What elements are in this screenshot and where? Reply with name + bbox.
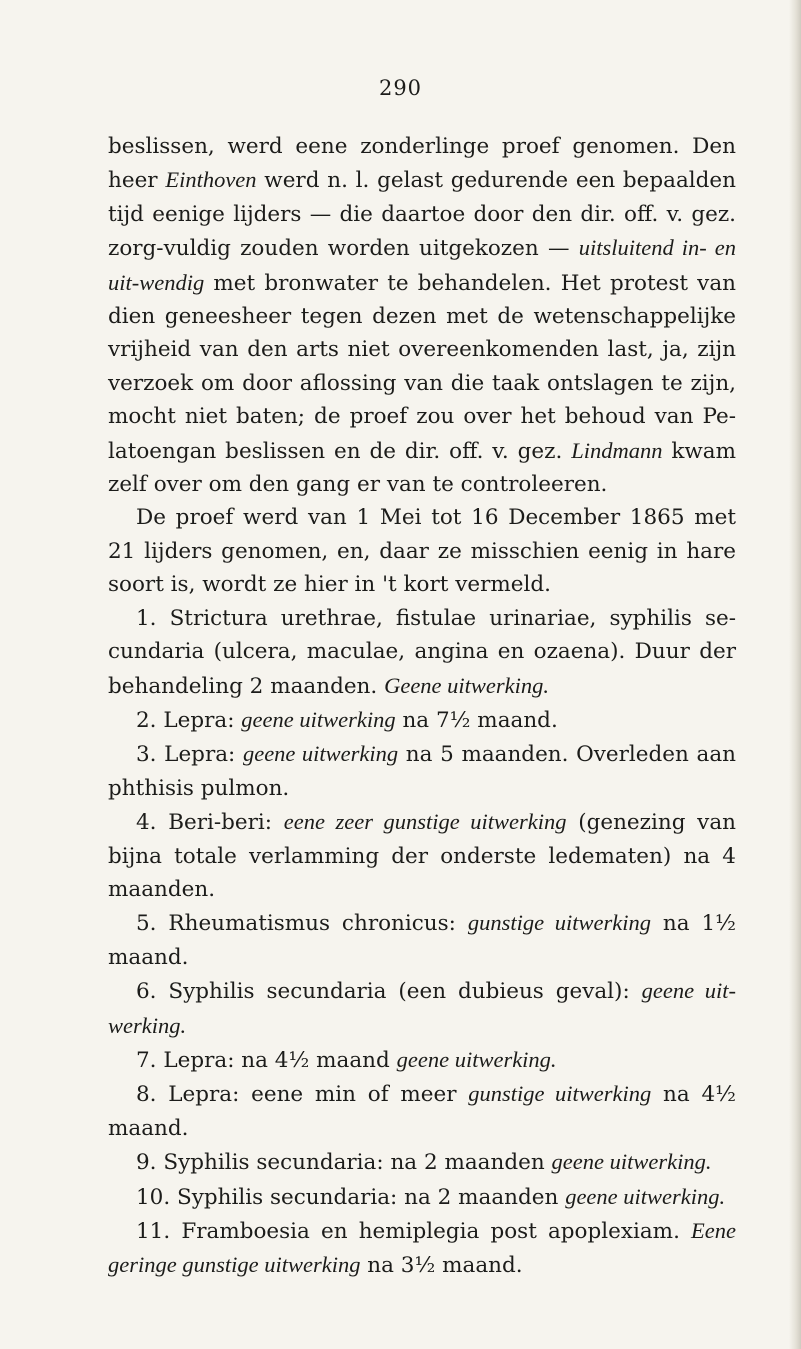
italic-text: gunstige uitwerking xyxy=(467,910,651,936)
paragraph xyxy=(108,501,736,601)
list-item xyxy=(108,1214,736,1283)
text-run: 2. Lepra: xyxy=(136,707,242,733)
italic-text: geene uit-werking. xyxy=(108,978,736,1038)
list-item xyxy=(108,602,736,703)
list-item xyxy=(108,1043,736,1077)
page-number: 290 xyxy=(378,76,423,100)
italic-text: eene zeer gunstige uitwerking xyxy=(283,809,567,835)
text-run: met bronwater te behandelen. Het protest van dien geneesheer tegen dezen met de wetenschappelijke vrijheid van den arts niet overeenkomenden last, ja, zijn verzoek om door aflossing van die taak ontslagen te zijn, mocht niet baten; de proef zou over het behoud van Pe-latoengan beslissen en de dir. off. v. gez. xyxy=(108,270,736,464)
italic-text: geene uitwerking. xyxy=(396,1046,557,1072)
list-item xyxy=(108,703,736,737)
text-run: na 4½ maand. xyxy=(108,1082,736,1141)
text-run: werd n. l. gelast gedurende een bepaalden tijd eenige lijders — die daartoe door den dir. off. v. gez. zorg-vuldig zouden worden uitgekozen — xyxy=(108,168,737,262)
italic-text: gunstige uitwerking xyxy=(468,1081,652,1107)
text-run: 8. Lepra: eene min of meer xyxy=(136,1082,469,1108)
list-item xyxy=(108,1077,736,1145)
italic-text: uitsluitend in- en uit-wendig xyxy=(108,235,736,295)
italic-text: Eene geringe gunstige uitwerking xyxy=(108,1218,736,1278)
text-run: 10. Syphilis secundaria: na 2 maanden xyxy=(136,1184,566,1210)
body-text xyxy=(108,130,736,1283)
list-item xyxy=(108,737,736,805)
italic-text: Lindmann xyxy=(571,437,663,463)
italic-text: Einthoven xyxy=(165,167,257,193)
text-run: 4. Beri-beri: xyxy=(136,810,284,836)
list-item xyxy=(108,1180,736,1214)
list-item xyxy=(108,805,736,906)
text-run: kwam zelf over om den gang er van te controleeren. xyxy=(108,438,736,498)
italic-text: geene uitwerking. xyxy=(565,1183,726,1209)
text-run: 3. Lepra: xyxy=(136,742,243,768)
text-run: (genezing van bijna totale verlamming der onderste ledematen) na 4 maanden. xyxy=(108,810,736,902)
text-run: na 7½ maand. xyxy=(395,707,558,733)
text-run: 11. Framboesia en hemiplegia post apoplexiam. xyxy=(136,1219,692,1244)
text-run: na 1½ maand. xyxy=(108,911,736,970)
italic-text: geene uitwerking. xyxy=(551,1149,712,1175)
list-item xyxy=(108,1145,736,1179)
text-run: 9. Syphilis secundaria: na 2 maanden xyxy=(136,1150,552,1176)
text-run: 1. Strictura urethrae, fistulae urinariae, syphilis se-cundaria (ulcera, maculae, angina en ozaena). Duur der behandeling 2 maanden. xyxy=(108,605,736,699)
text-run: na 5 maanden. Overleden aan phthisis pulmon. xyxy=(108,742,736,801)
text-run: 7. Lepra: na 4½ maand xyxy=(136,1047,397,1073)
page-edge xyxy=(789,0,801,1349)
paragraph xyxy=(108,130,736,501)
italic-text: Geene uitwerking. xyxy=(384,672,550,698)
text-run: 6. Syphilis secundaria (een dubieus geval): xyxy=(136,979,642,1005)
text-run: beslissen, werd eene zonderlinge proef genomen. Den heer xyxy=(108,134,736,194)
list-item xyxy=(108,974,736,1043)
text-run: De proef werd van 1 Mei tot 16 December 1865 met 21 lijders genomen, en, daar ze misschien eenig in hare soort is, wordt ze hier in 't kort vermeld. xyxy=(108,505,736,598)
italic-text: geene uitwerking xyxy=(241,706,396,732)
text-run: na 3½ maand. xyxy=(360,1253,523,1279)
text-run: 5. Rheumatismus chronicus: xyxy=(136,911,468,937)
list-item xyxy=(108,906,736,974)
italic-text: geene uitwerking xyxy=(242,741,399,767)
